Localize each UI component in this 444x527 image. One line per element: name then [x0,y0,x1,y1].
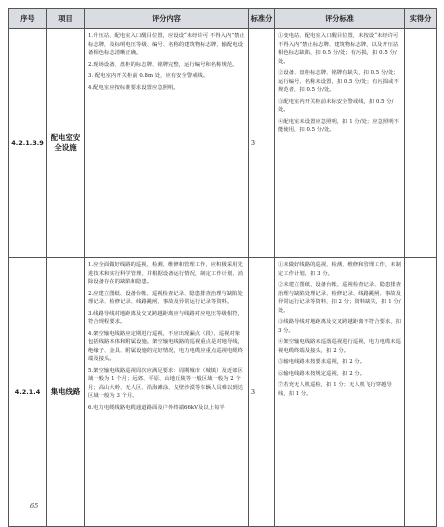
row-actual[interactable] [405,258,437,527]
criteria-line: ④配电室未设置应急照明，扣 1 分/处；应急照明不能使用，扣 0.5 分/处。 [278,118,400,133]
header-item: 项目 [47,9,85,29]
content-line: 5.架空输电线路巡视周次应满足要求：周期城市（城镇）及近郊区域一般为 1 个月；远郊、平原、山地丘陵等一般区域一般为 2 个月；高山大岭、无人区、沿海滩涂、戈壁沙漠等车辆人员难以到达区域一般为 3 个月。 [88,367,244,399]
row-content [85,29,249,258]
content-line: 6.电力电缆线路电缆通道路面及户外终端66kV及以上每半 [88,404,225,411]
row-std-score: 3 [249,258,275,527]
content-line: 4.架空输电线路应定期进行巡视，不应出现漏点（段），巡视对象包括线路本体和附属设施。架空输电线路的巡视重点是对地导线，绝缘子、金具、附属设施的完好情况，电力电缆应重点巡视电缆终端及接头。 [88,330,244,362]
header-actual: 实得分 [405,9,437,29]
table-header-row [9,9,437,29]
table-row [9,258,437,527]
row-seq: 4.2.1.4 [9,258,47,527]
criteria-line: ②未建立图纸、设备台帐、巡视检查记录、隐患排查治理与缺陷处理记录、检修记录、线路跳闸、事故及异常运行记录等资料，扣 2 分；资料缺失，扣 1 分/处。 [278,282,401,314]
criteria-line: ③线路导线对地距离及交叉跨越距离不符合要求，扣 3 分。 [278,319,401,334]
page-number: 65 [30,502,39,510]
content-line: 4.配电室应按标准要求设置应急照明。 [88,84,179,91]
criteria-line: ②设备、盘柜标志牌、铭牌有缺失，扣 0.5 分/处；运行编号、名称未设置，扣 0.5 分/处；有污损或不规范者，扣 0.5 分/处。 [278,70,399,93]
criteria-line: ⑤输电线路未按要求巡视，扣 2 分。 [278,359,366,365]
content-line: 1.应全面做好线路的巡视、检测、维修和管理工作，应积极采用先进技术和实行科学管理，并根据设备运行情况，制定工作计划，消除设备存在的缺陷和隐患。 [88,262,244,285]
row-criteria [275,258,405,527]
standard-table-page [8,8,436,527]
content-line: 1.升压站、配电室入口醒目位置，应设设“未经许可 不得入内”禁止标志牌，及标明电压等级、编号、名称的建筑物标志牌，输配电设备相色标志清晰正确。 [88,33,245,56]
scoring-table [8,8,437,527]
criteria-line: ①未做好线路的巡视、检测、维修和管理工作，未制定工作计划，扣 3 分。 [278,262,401,277]
content-line: 3. 配电室内开关柜前 0.8m 处，应有安全警戒线。 [88,73,209,79]
header-content: 评分内容 [85,9,249,29]
criteria-line: ⑥输电线路未按规定巡视，扣 2 分。 [278,370,366,377]
table-row [9,29,437,258]
content-line: 3.线路导线对地距离及交叉跨越距离应与线路对应电压等级相符，符合规程要求。 [88,310,243,325]
row-content [85,258,249,527]
header-criteria: 评分标准 [275,9,405,29]
row-seq: 4.2.1.3.9 [9,29,47,258]
header-seq: 序号 [9,9,47,29]
content-line: 2.现场设备、盘柜的标志牌、铭牌完整，运行编号和名称规范。 [88,61,238,68]
row-criteria [275,29,405,258]
row-item: 配电室安全设施 [47,29,85,258]
criteria-line: ①变电站、配电室入口醒目位置，未按设“未经许可 不得入内”禁止标志牌、建筑物标志牌，以及开压站相色标志缺陷，扣 0.5 分/处；有污损，扣 0.5 分/处。 [278,33,399,65]
header-std-score: 标准分 [249,9,275,29]
criteria-line: ③配电室内开关柜前未标安全警戒线，扣 0.5 分/处。 [278,98,394,113]
criteria-line: ④架空输电线路未巡落巡视进行巡视，电力电缆未巡视电缆终端及接头，扣 2 分。 [278,339,401,354]
row-item: 集电线路 [47,258,85,527]
content-line: 2.应建立图纸、设备台帐、巡视检查记录、隐患排查治理与缺陷处理记录、检修记录、线路跳闸、事故及异常运行记录等资料。 [88,290,243,305]
row-std-score: 3 [249,29,275,258]
criteria-line: ⑦若充无人机巡检，扣 1 分；无人机飞行穿越导线，扣 1 分。 [278,382,392,397]
row-actual[interactable] [405,29,437,258]
